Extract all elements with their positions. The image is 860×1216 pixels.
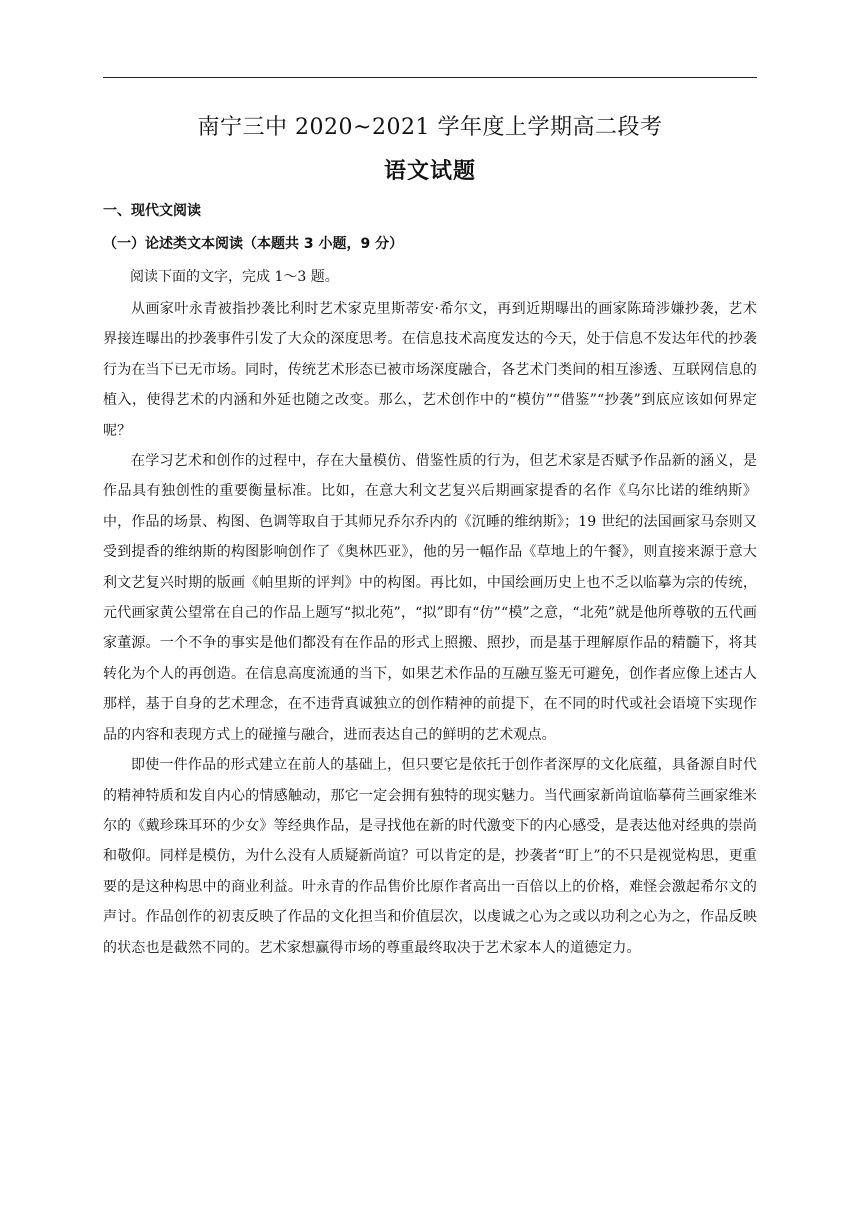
section-heading: 一、现代文阅读 [103,203,201,219]
page-title: 南宁三中 2020~2021 学年度上学期高二段考 [197,115,663,140]
passage-body [103,294,757,963]
reading-instruction: 阅读下面的文字，完成 1～3 题。 [130,269,339,285]
passage-paragraph-3: 即使一件作品的形式建立在前人的基础上，但只要它是依托于创作者深厚的文化底蕴，具备源自时代的精神特质和发自内心的情感触动，那它一定会拥有独特的现实魅力。当代画家新尚谊临摹荷兰画家维米尔的《戴珍珠耳环的少女》等经典作品，是寻找他在新的时代激变下的内心感受，是表达他对经典的崇尚和敬仰。同样是模仿，为什么没有人质疑新尚谊？可以肯定的是，抄袭者“盯上”的不只是视觉构思，更重要的是这种构思中的商业利益。叶永青的作品售价比原作者高出一百倍以上的价格，难怪会激起希尔文的声讨。作品创作的初衷反映了作品的文化担当和价值层次，以虔诚之心为之或以功利之心为之，作品反映的状态也是截然不同的。艺术家想赢得市场的尊重最终取决于艺术家本人的道德定力。 [103,757,757,956]
passage-paragraph-1: 从画家叶永青被指抄袭比利时艺术家克里斯蒂安·希尔文，再到近期曝出的画家陈琦涉嫌抄袭，艺术界接连曝出的抄袭事件引发了大众的深度思考。在信息技术高度发达的今天，处于信息不发达年代的抄袭行为在当下已无市场。同时，传统艺术形态已被市场深度融合，各艺术门类间的相互渗透、互联网信息的植入，使得艺术的内涵和外延也随之改变。那么，艺术创作中的“模仿”“借鉴”“抄袭”到底应该如何界定呢？ [103,301,757,439]
passage-paragraph-2: 在学习艺术和创作的过程中，存在大量模仿、借鉴性质的行为，但艺术家是否赋予作品新的涵义，是作品具有独创性的重要衡量标准。比如，在意大利文艺复兴后期画家提香的名作《乌尔比诺的维纳斯》中，作品的场景、构图、色调等取自于其师兄乔尔乔内的《沉睡的维纳斯》；19 世纪的法国画家马奈则又受到提香的维纳斯的构图影响创作了《奥林匹亚》，他的另一幅作品《草地上的午餐》，则直接来源于意大利文艺复兴时期的版画《帕里斯的评判》中的构图。再比如，中国绘画历史上也不乏以临摹为宗的传统，元代画家黄公望常在自己的作品上题写“拟北苑”，“拟”即有“仿”“模”之意，“北苑”就是他所尊敬的五代画家董源。一个不争的事实是他们都没有在作品的形式上照搬、照抄，而是基于理解原作品的精髓下，将其转化为个人的再创造。在信息高度流通的当下，如果艺术作品的互融互鉴无可避免，创作者应像上述古人那样，基于自身的艺术理念，在不违背真诚独立的创作精神的前提下，在不同的时代或社会语境下实现作品的内容和表现方式上的碰撞与融合，进而表达自己的鲜明的艺术观点。 [103,453,757,743]
subsection-heading: （一）论述类文本阅读（本题共 3 小题，9 分） [103,236,404,252]
document-subject: 语文试题 [383,158,476,184]
header-rule [103,77,757,78]
